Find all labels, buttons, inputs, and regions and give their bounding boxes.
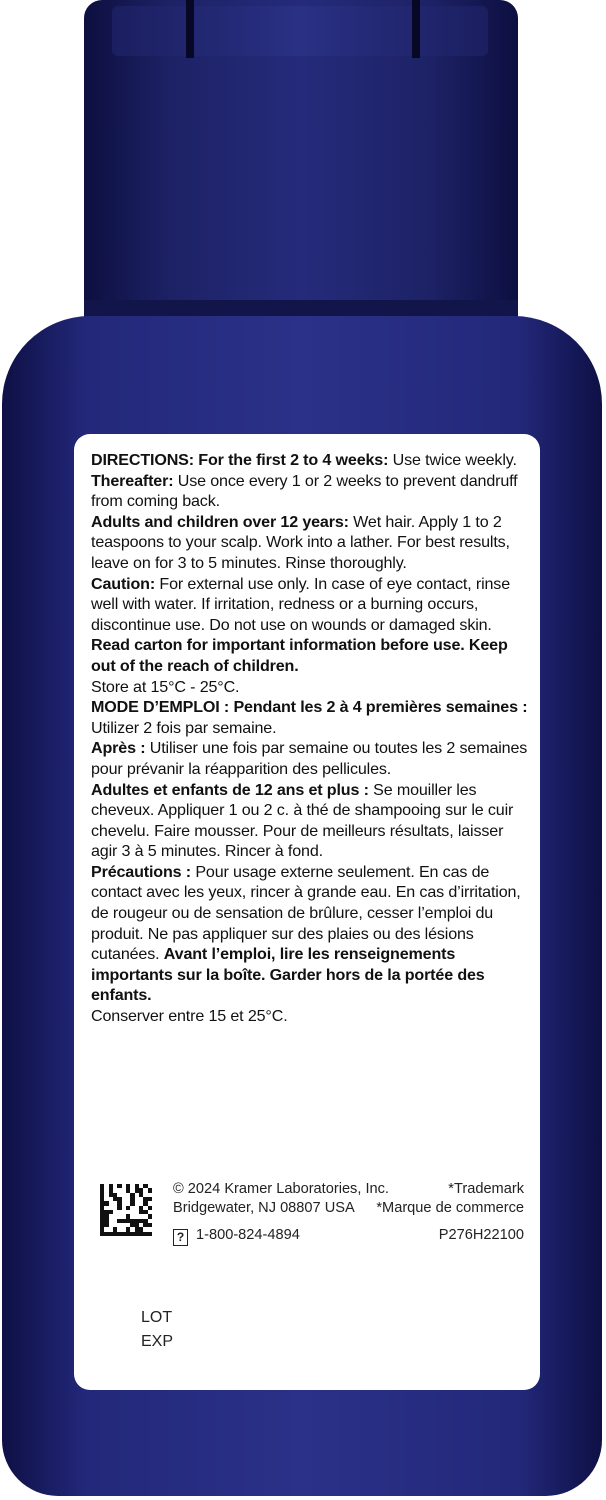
datamatrix-code — [100, 1184, 152, 1236]
label-directions-text — [91, 450, 531, 1027]
phone-number: 1-800-824-4894 — [196, 1227, 300, 1243]
en-store: Store at 15°C - 25°C. — [91, 677, 240, 696]
en-adults — [91, 512, 531, 574]
exp-label: EXP — [141, 1333, 174, 1350]
trademark-en: *Trademark — [448, 1181, 524, 1197]
fr-adultes — [91, 780, 531, 862]
fr-mode-body: Utilizer 2 fois par semaine. — [91, 718, 277, 737]
phone-line — [173, 1226, 300, 1246]
fr-precautions-warning: Avant l’emploi, lire les renseignements importants sur la boîte. Garder hors de la portée des enfants. — [91, 945, 485, 1005]
fr-mode-heading: MODE D’EMPLOI : Pendant les 2 à 4 premières semaines : — [91, 698, 528, 717]
en-adults-body: Wet hair. Apply 1 to 2 teaspoons to your scalp. Work into a lather. For best results, leave on for 3 to 5 minutes. Rinse thoroughly. — [91, 512, 510, 572]
fr-conserver: Conserver entre 15 et 25°C. — [91, 1007, 288, 1026]
en-directions-body: Use twice weekly. — [388, 451, 517, 469]
lot-exp-area — [141, 1306, 173, 1354]
datamatrix-cell — [148, 1232, 152, 1236]
en-caution-body: For external use only. In case of eye contact, rinse well with water. If irritation, redness or a burning occurs, discontinue use. Do not use on wounds or damaged skin. — [91, 574, 510, 634]
en-thereafter — [91, 471, 531, 512]
product-code: P276H22100 — [438, 1227, 524, 1243]
label-footer — [74, 1174, 540, 1314]
product-label — [74, 434, 540, 1390]
fr-apres-heading: Après : — [91, 739, 146, 758]
cap-top-panel — [112, 6, 488, 56]
trademark-notes — [376, 1180, 524, 1218]
manufacturer-info — [173, 1180, 389, 1218]
en-directions — [91, 450, 531, 471]
fr-apres — [91, 738, 531, 779]
fr-adultes-body: Se mouiller les cheveux. Appliquer 1 ou 2 c. à thé de shampooing sur le cuir chevelu. Faire mousser. Pour de meilleurs résultats, laisser agir 3 à 5 minutes. Rincer à fond. — [91, 780, 514, 861]
address-text: Bridgewater, NJ 08807 USA — [173, 1200, 355, 1216]
fr-precautions — [91, 862, 531, 1006]
fr-adultes-heading: Adultes et enfants de 12 ans et plus : — [91, 780, 369, 799]
fr-mode — [91, 697, 531, 738]
question-icon: ? — [173, 1229, 188, 1246]
copyright-text: © 2024 Kramer Laboratories, Inc. — [173, 1181, 389, 1197]
en-caution-heading: Caution: — [91, 574, 156, 593]
lot-label: LOT — [141, 1309, 173, 1326]
fr-apres-body: Utiliser une fois par semaine ou toutes les 2 semaines pour prévanir la réapparition des pellicules. — [91, 739, 528, 778]
trademark-fr: *Marque de commerce — [376, 1200, 524, 1216]
en-thereafter-heading: Thereafter: — [91, 471, 174, 490]
cap-notch-left — [186, 0, 194, 58]
cap-notch-right — [412, 0, 420, 58]
fr-precautions-body: Pour usage externe seulement. En cas de contact avec les yeux, rincer à grande eau. En cas d’irritation, de rougeur ou de sensation de brûlure, cesser l’emploi du produit. Ne pas appliquer sur des plaies ou des lésions cutanées. — [91, 862, 521, 964]
en-adults-heading: Adults and children over 12 years: — [91, 512, 349, 531]
en-thereafter-body: Use once every 1 or 2 weeks to prevent dandruff from coming back. — [91, 471, 518, 511]
en-caution-warning: Read carton for important information before use. Keep out of the reach of children. — [91, 636, 508, 675]
en-directions-heading: DIRECTIONS: For the first 2 to 4 weeks: — [91, 451, 389, 469]
fr-precautions-heading: Précautions : — [91, 862, 192, 881]
en-caution — [91, 574, 531, 677]
